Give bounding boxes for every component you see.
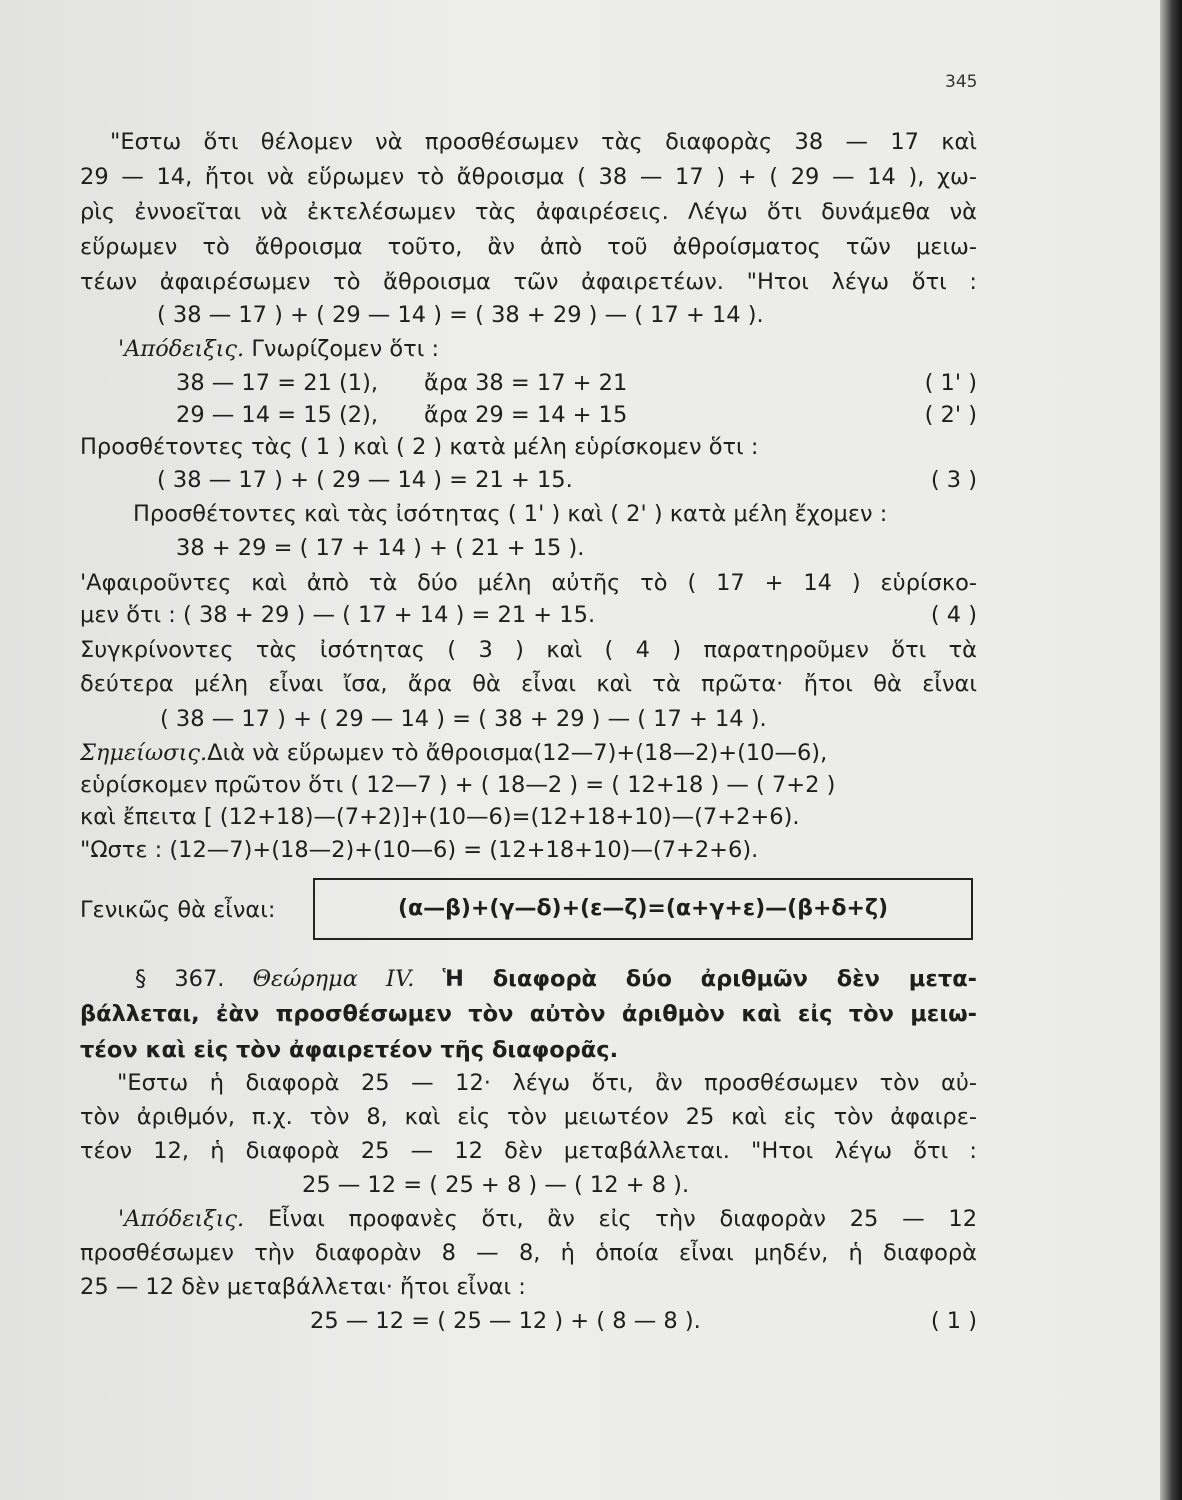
text-line: εὑρίσκομεν πρῶτον ὅτι ( 12—7 ) + ( 18—2 ) = ( 12+18 ) — ( 7+2 ) <box>80 772 836 798</box>
text-line: καὶ ἔπειτα [ (12+18)—(7+2)]+(10—6)=(12+18+10)—(7+2+6). <box>80 804 800 830</box>
equation-3-body: ( 38 — 17 ) + ( 29 — 14 ) = 21 + 15. <box>157 467 573 493</box>
text-line: "Εστω ὅτι θέλομεν νὰ προσθέσωμεν τὰς διαφορὰς 38 — 17 καὶ <box>110 129 977 155</box>
equation-sum: 38 + 29 = ( 17 + 14 ) + ( 21 + 15 ). <box>176 535 585 561</box>
equation-2-left: 29 — 14 = 15 (2), <box>176 402 379 428</box>
theorem-text: Ἡ διαφορὰ δύο ἀριθμῶν δὲν μετα- <box>442 966 977 992</box>
text-line: 25 — 12 δὲν μεταβάλλεται· ἤτοι εἶναι : <box>80 1274 526 1300</box>
proof-label: 'Απόδειξις. <box>118 336 245 362</box>
proof-line <box>118 332 978 366</box>
text-line: ρὶς ἐννοεῖται νὰ ἐκτελέσωμεν τὰς ἀφαιρέσεις. Λέγω ὅτι δυνάμεθα νὰ <box>80 199 977 225</box>
equation-25: 25 — 12 = ( 25 + 8 ) — ( 12 + 8 ). <box>302 1172 690 1198</box>
proof2-line <box>80 1202 977 1236</box>
equation-tag-2p: ( 2' ) <box>924 402 977 428</box>
text-line: εὕρωμεν τὸ ἄθροισμα τοῦτο, ἂν ἀπὸ τοῦ ἀθροίσματος τῶν μειω- <box>80 234 977 260</box>
equation-final: ( 38 — 17 ) + ( 29 — 14 ) = ( 38 + 29 ) — ( 17 + 14 ). <box>160 706 767 732</box>
text-line: "Εστω ἡ διαφορὰ 25 — 12· λέγω ὅτι, ἂν προσθέσωμεν τὸν αὐ- <box>117 1070 977 1096</box>
text-line: τέον 12, ἡ διαφορὰ 25 — 12 δὲν μεταβάλλεται. "Ητοι λέγω ὅτι : <box>80 1138 977 1164</box>
theorem-line: βάλλεται, ἐὰν προσθέσωμεν τὸν αὐτὸν ἀριθμὸν καὶ εἰς τὸν μειω- <box>80 1001 977 1027</box>
text-line: Προσθέτοντες τὰς ( 1 ) καὶ ( 2 ) κατὰ μέλη εὑρίσκομεν ὅτι : <box>80 434 759 460</box>
equation-3 <box>157 463 977 497</box>
general-formula-box <box>313 878 973 940</box>
equation-tag-last: ( 1 ) <box>930 1308 977 1334</box>
text-line: Συγκρίνοντες τὰς ἰσότητας ( 3 ) καὶ ( 4 ) παρατηροῦμεν ὅτι τὰ <box>80 637 977 663</box>
general-formula: (α—β)+(γ—δ)+(ε—ζ)=(α+γ+ε)—(β+δ+ζ) <box>398 896 888 921</box>
equation-1-right: ἄρα 38 = 17 + 21 <box>424 370 628 396</box>
text-line: προσθέσωμεν τὴν διαφορὰν 8 — 8, ἡ ὁποία εἶναι μηδέν, ἡ διαφορὰ <box>80 1240 977 1266</box>
text-line: "Ωστε : (12—7)+(18—2)+(10—6) = (12+18+10)—(7+2+6). <box>80 837 759 863</box>
theorem-line: τέον καὶ εἰς τὸν ἀφαιρετέον τῆς διαφορᾶς. <box>80 1037 619 1063</box>
text-line: τὸν ἀριθμόν, π.χ. τὸν 8, καὶ εἰς τὸν μειωτέον 25 καὶ εἰς τὸν ἀφαιρε- <box>80 1104 977 1130</box>
section-number: § 367. <box>135 966 225 992</box>
equation-4-body: μεν ὅτι : ( 38 + 29 ) — ( 17 + 14 ) = 21 + 15. <box>80 602 596 628</box>
equation-main: ( 38 — 17 ) + ( 29 — 14 ) = ( 38 + 29 ) — ( 17 + 14 ). <box>157 302 764 328</box>
equation-2 <box>176 398 977 432</box>
proof2-label: 'Απόδειξις. <box>118 1206 245 1232</box>
text-line: τέων ἀφαιρέσωμεν τὸ ἄθροισμα τῶν ἀφαιρετέων. "Ητοι λέγω ὅτι : <box>80 269 977 295</box>
note-line <box>80 736 977 770</box>
text-line: δεύτερα μέλη εἶναι ἴσα, ἄρα θὰ εἶναι καὶ τὰ πρῶτα· ἤτοι θὰ εἶναι <box>80 671 977 697</box>
equation-1-left: 38 — 17 = 21 (1), <box>176 370 379 396</box>
text-line: 'Αφαιροῦντες καὶ ἀπὸ τὰ δύο μέλη αὐτῆς τὸ ( 17 + 14 ) εὑρίσκο- <box>80 570 977 596</box>
book-binding <box>1160 0 1182 1500</box>
equation-last <box>310 1304 977 1338</box>
section-heading <box>80 962 977 996</box>
equation-last-body: 25 — 12 = ( 25 — 12 ) + ( 8 — 8 ). <box>310 1308 701 1334</box>
equation-tag-1p: ( 1' ) <box>924 370 977 396</box>
text-line: Προσθέτοντες καὶ τὰς ἰσότητας ( 1' ) καὶ ( 2' ) κατὰ μέλη ἔχομεν : <box>133 501 888 527</box>
note-label: Σημείωσις. <box>80 740 208 766</box>
proof-intro: Γνωρίζομεν ὅτι : <box>251 336 440 362</box>
theorem-label: Θεώρημα IV. <box>252 966 415 992</box>
equation-1 <box>176 366 977 400</box>
proof2-text: Εἶναι προφανὲς ὅτι, ἂν εἰς τὴν διαφορὰν 25 — 12 <box>267 1206 977 1232</box>
page-number: 345 <box>945 72 978 92</box>
note-text: Διὰ νὰ εὕρωμεν τὸ ἄθροισμα(12—7)+(18—2)+(10—6), <box>207 740 828 766</box>
equation-tag-4: ( 4 ) <box>930 602 977 628</box>
equation-2-right: ἄρα 29 = 14 + 15 <box>424 402 628 428</box>
equation-4 <box>80 598 977 632</box>
equation-tag-3: ( 3 ) <box>930 467 977 493</box>
text-line: 29 — 14, ἤτοι νὰ εὕρωμεν τὸ ἄθροισμα ( 38 — 17 ) + ( 29 — 14 ), χω- <box>80 164 977 190</box>
general-label: Γενικῶς θὰ εἶναι: <box>80 897 276 923</box>
